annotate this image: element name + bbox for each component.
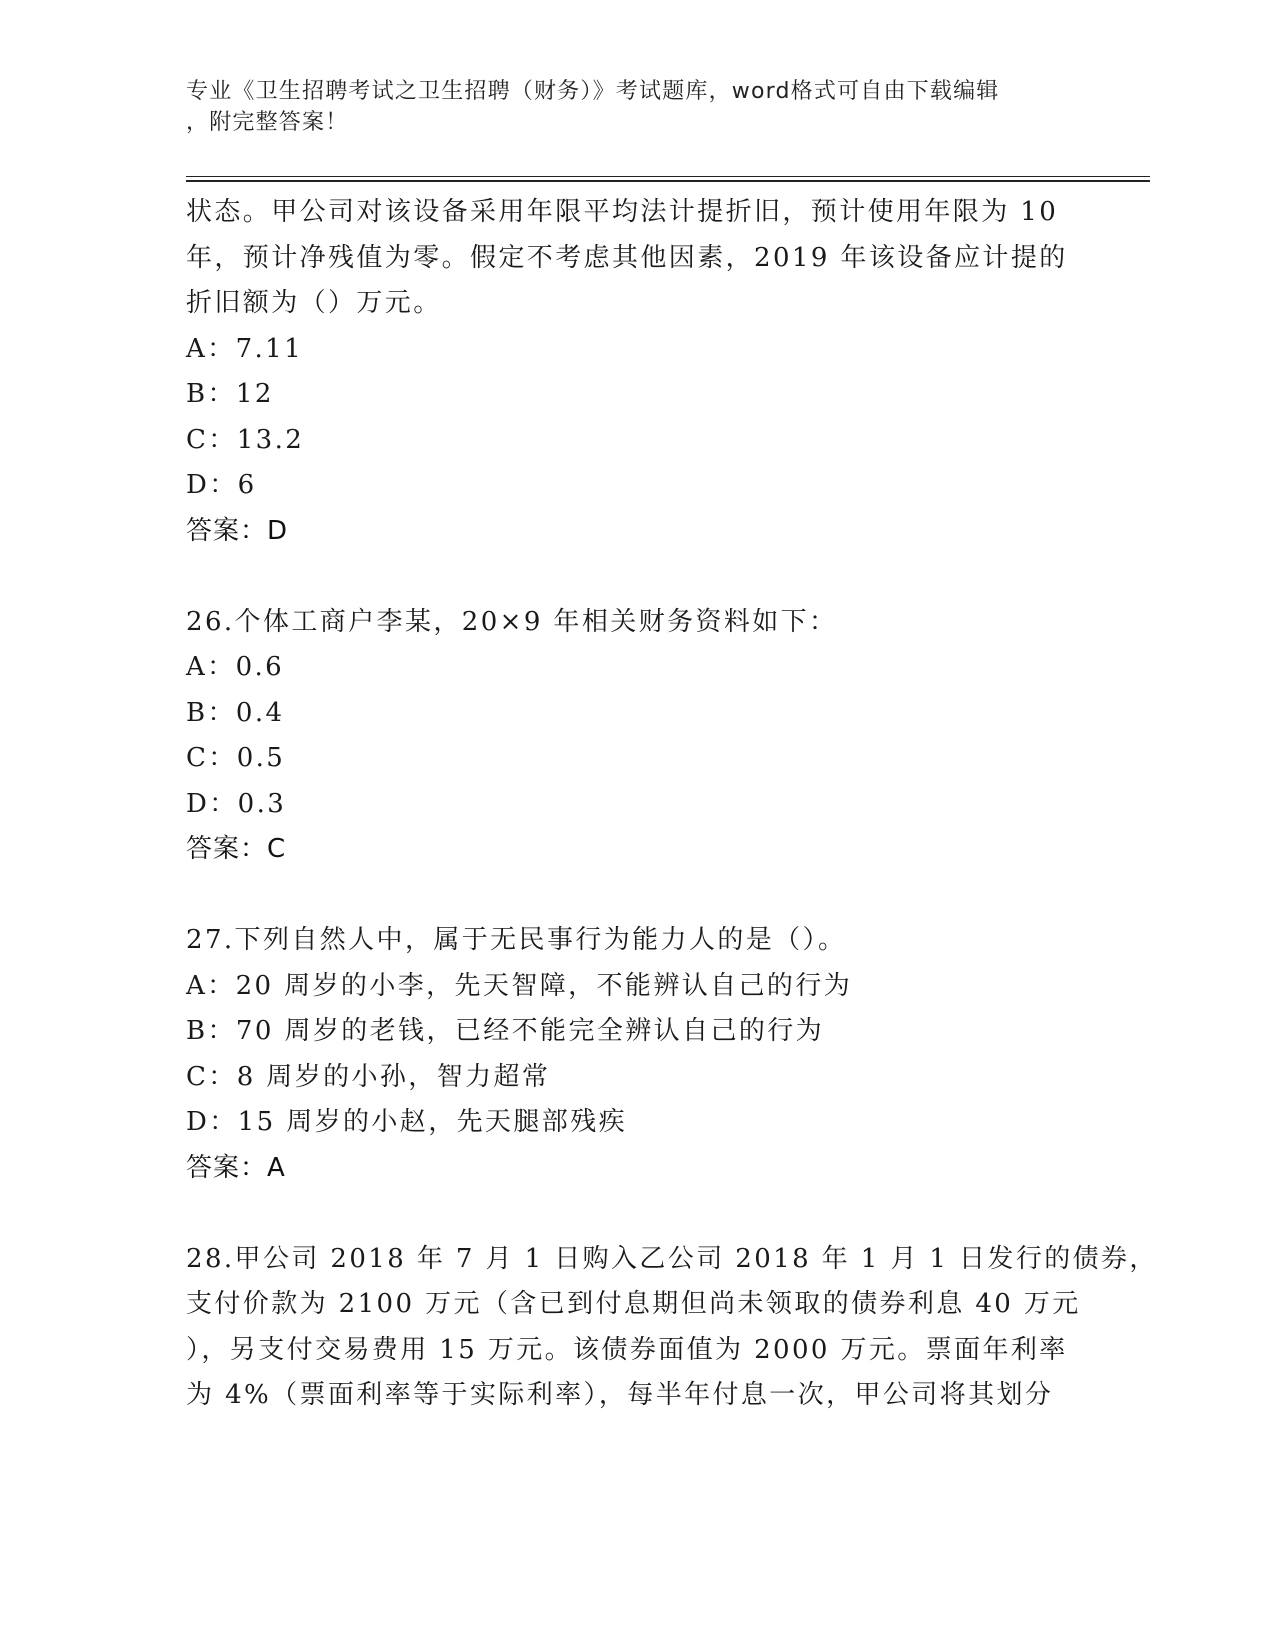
answer-label: 答案：C — [186, 834, 287, 864]
option-a: A：7.11 — [186, 333, 304, 364]
answer-label: 答案：A — [186, 1152, 286, 1183]
question-list — [186, 190, 1158, 1419]
option-c: C：13.2 — [186, 424, 305, 455]
option-b: B：12 — [186, 379, 274, 409]
question-25 — [186, 190, 1086, 554]
option-b: B：70 周岁的老钱，已经不能完全辨认自己的行为 — [186, 1016, 825, 1046]
question-stem-line: 为 4%（票面利率等于实际利率），每半年付息一次，甲公司将其划分 — [186, 1380, 1054, 1410]
question-stem-line: 26.个体工商户李某，20×9 年相关财务资料如下： — [186, 606, 838, 637]
question-stem-line: ），另支付交易费用 15 万元。该债券面值为 2000 万元。票面年利率 — [186, 1334, 1068, 1365]
question-26 — [186, 600, 1086, 873]
option-b: B：0.4 — [186, 697, 285, 728]
option-d: D：6 — [186, 470, 257, 500]
option-d: D：15 周岁的小赵，先天腿部残疾 — [186, 1107, 627, 1137]
option-c: C：8 周岁的小孙，智力超常 — [186, 1061, 551, 1092]
header-title-line-2: ，附完整答案！ — [186, 110, 349, 135]
question-stem-line: 年，预计净残值为零。假定不考虑其他因素，2019 年该设备应计提的 — [186, 242, 1068, 273]
question-27 — [186, 918, 1086, 1191]
question-stem-line: 支付价款为 2100 万元（含已到付息期但尚未领取的债券利息 40 万元 — [186, 1289, 1081, 1319]
question-28 — [186, 1237, 1158, 1419]
question-stem-line: 折旧额为（）万元。 — [186, 288, 442, 318]
option-a: A：0.6 — [186, 652, 285, 682]
question-stem-line: 28.甲公司 2018 年 7 月 1 日购入乙公司 2018 年 1 月 1 日发行的债券， — [186, 1243, 1158, 1274]
header-divider-thick — [186, 180, 1150, 182]
answer-label: 答案：D — [186, 515, 289, 546]
option-a: A：20 周岁的小李，先天智障，不能辨认自己的行为 — [186, 970, 853, 1001]
option-c: C：0.5 — [186, 743, 286, 773]
header-title-line-1: 专业《卫生招聘考试之卫生招聘（财务）》考试题库，word格式可自由下载编辑 — [186, 79, 1000, 104]
spacer — [186, 554, 1086, 600]
question-stem-line: 27.下列自然人中，属于无民事行为能力人的是（）。 — [186, 925, 847, 955]
question-stem-line: 状态。甲公司对该设备采用年限平均法计提折旧，预计使用年限为 10 — [186, 197, 1059, 227]
document-header — [186, 76, 1066, 138]
spacer — [186, 1191, 1086, 1237]
option-d: D：0.3 — [186, 788, 287, 819]
spacer — [186, 873, 1086, 919]
header-divider-thin — [186, 176, 1150, 177]
